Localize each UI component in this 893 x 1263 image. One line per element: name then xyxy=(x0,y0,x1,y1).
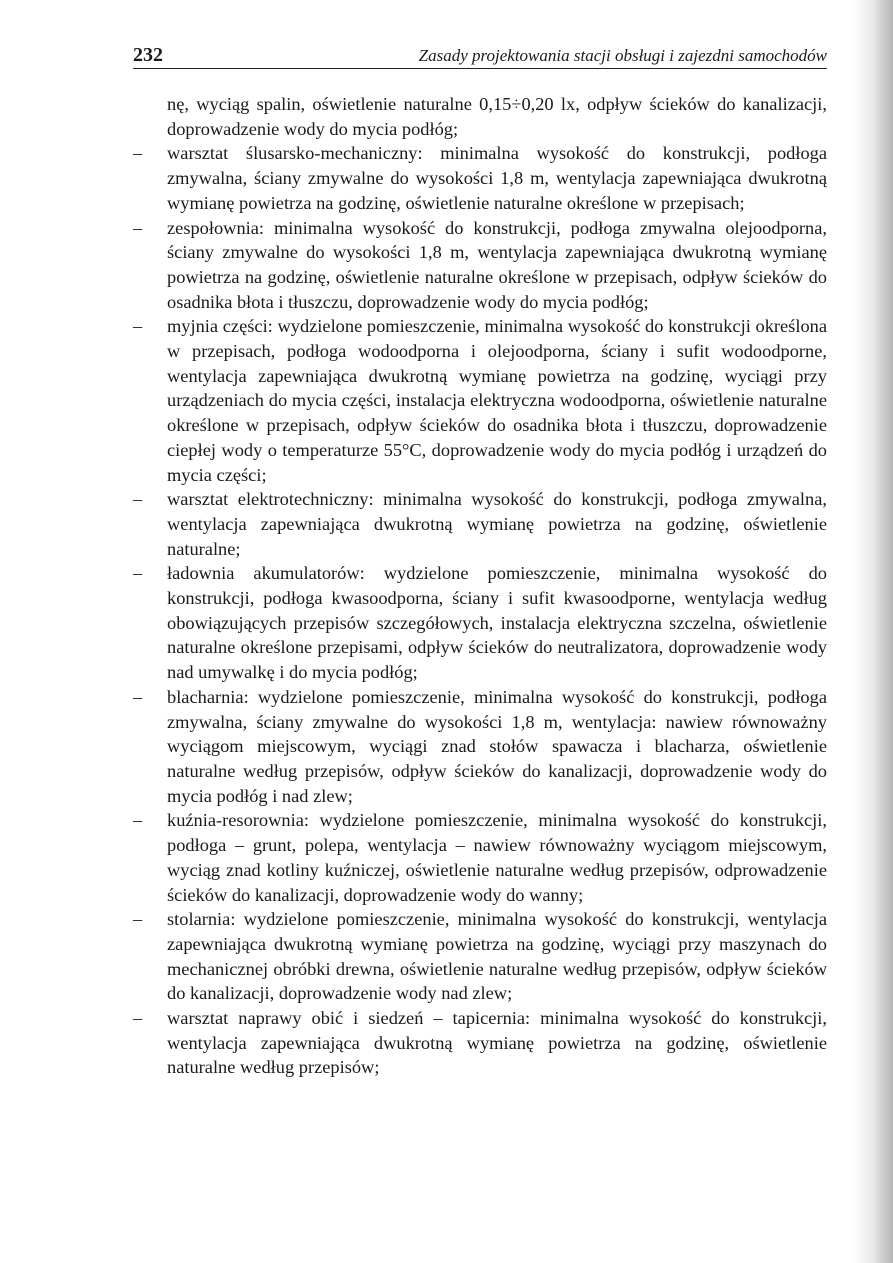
bullet-dash: – xyxy=(133,686,143,707)
list-item xyxy=(133,561,827,685)
bullet-dash: – xyxy=(133,217,143,238)
list-item xyxy=(133,685,827,809)
continuation-paragraph: nę, wyciąg spalin, oświetlenie naturalne 0,15÷0,20 lx, odpływ ścieków do kanalizacji, doprowadzenie wody do mycia podłóg; xyxy=(167,94,827,139)
list-item xyxy=(133,141,827,215)
list-item-text: warsztat ślusarsko-mechaniczny: minimalna wysokość do konstrukcji, podłoga zmywalna, ściany zmywalne do wysokości 1,8 m, wentylacja zapewniająca dwukrotną wymianę powietrza na godzinę, oświetlenie naturalne określone w przepisach; xyxy=(167,143,827,213)
bullet-dash: – xyxy=(133,1008,143,1029)
list-item-text: ładownia akumulatorów: wydzielone pomieszczenie, minimalna wysokość do konstrukcji, podłoga kwasoodporna, ściany i sufit kwasoodporne, wentylacja według obowiązujących przepisów szczegółowych, instalacja elektryczna szczelna, oświetlenie naturalne określone przepisami, odpływ ścieków do neutralizatora, doprowadzenie wody nad umywalkę i do mycia podłóg; xyxy=(167,563,827,683)
list-item xyxy=(133,907,827,1006)
list-item xyxy=(133,216,827,315)
bullet-dash: – xyxy=(133,909,143,930)
body-text xyxy=(133,92,827,1080)
bullet-dash: – xyxy=(133,810,143,831)
list-item-text: blacharnia: wydzielone pomieszczenie, minimalna wysokość do konstrukcji, podłoga zmywalna, ściany zmywalne do wysokości 1,8 m, wentylacja: nawiew równoważny wyciągom miejscowym, wyciągi znad stołów spawacza i blacharza, oświetlenie naturalne według przepisów, odpływ ścieków do kanalizacji, doprowadzenie wody do mycia podłóg i nad zlew; xyxy=(167,686,827,806)
bullet-dash: – xyxy=(133,563,143,584)
page-header xyxy=(133,44,827,69)
list-item xyxy=(133,808,827,907)
list-item-text: myjnia części: wydzielone pomieszczenie, minimalna wysokość do konstrukcji określona w przepisach, podłoga wodoodporna i olejoodporna, ściany i sufit wodoodporne, wentylacja zapewniająca dwukrotną wymianę powietrza na godzinę, wyciągi przy urządzeniach do mycia części, instalacja elektryczna wodoodporna, oświetlenie naturalne określone w przepisach, odpływ ścieków do osadnika błota i tłuszczu, doprowadzenie ciepłej wody o temperaturze 55°C, doprowadzenie wody do mycia podłóg i urządzeń do mycia części; xyxy=(167,316,827,485)
list-item-text: warsztat elektrotechniczny: minimalna wysokość do konstrukcji, podłoga zmywalna, wentylacja zapewniająca dwukrotną wymianę powietrza na godzinę, oświetlenie naturalne; xyxy=(167,489,827,559)
page-edge-shadow xyxy=(853,0,893,1263)
running-title: Zasady projektowania stacji obsługi i zajezdni samochodów xyxy=(418,46,827,65)
bullet-dash: – xyxy=(133,143,143,164)
bullet-dash: – xyxy=(133,316,143,337)
list-item-text: warsztat naprawy obić i siedzeń – tapicernia: minimalna wysokość do konstrukcji, wentylacja zapewniająca dwukrotną wymianę powietrza na godzinę, oświetlenie naturalne według przepisów; xyxy=(167,1008,827,1078)
list-item xyxy=(133,314,827,487)
list-item xyxy=(133,1006,827,1080)
page-number: 232 xyxy=(133,44,163,66)
bullet-dash: – xyxy=(133,489,143,510)
list-item xyxy=(133,487,827,561)
list-item-text: kuźnia-resorownia: wydzielone pomieszczenie, minimalna wysokość do konstrukcji, podłoga – grunt, polepa, wentylacja – nawiew równoważny wyciągom miejscowym, wyciąg znad kotliny kuźniczej, oświetlenie naturalne według przepisów, odprowadzenie ścieków do kanalizacji, doprowadzenie wody do wanny; xyxy=(167,810,827,905)
list-item-text: stolarnia: wydzielone pomieszczenie, minimalna wysokość do konstrukcji, wentylacja zapewniająca dwukrotną wymianę powietrza na godzinę, wyciągi przy maszynach do mechanicznej obróbki drewna, oświetlenie naturalne według przepisów, odpływ ścieków do kanalizacji, doprowadzenie wody nad zlew; xyxy=(167,909,827,1004)
list-item-text: zespołownia: minimalna wysokość do konstrukcji, podłoga zmywalna olejoodporna, ściany zmywalne do wysokości 1,8 m, wentylacja zapewniająca dwukrotną wymianę powietrza na godzinę, oświetlenie naturalne określone w przepisach, odpływ ścieków do osadnika błota i tłuszczu, doprowadzenie wody do mycia podłóg; xyxy=(167,217,827,312)
